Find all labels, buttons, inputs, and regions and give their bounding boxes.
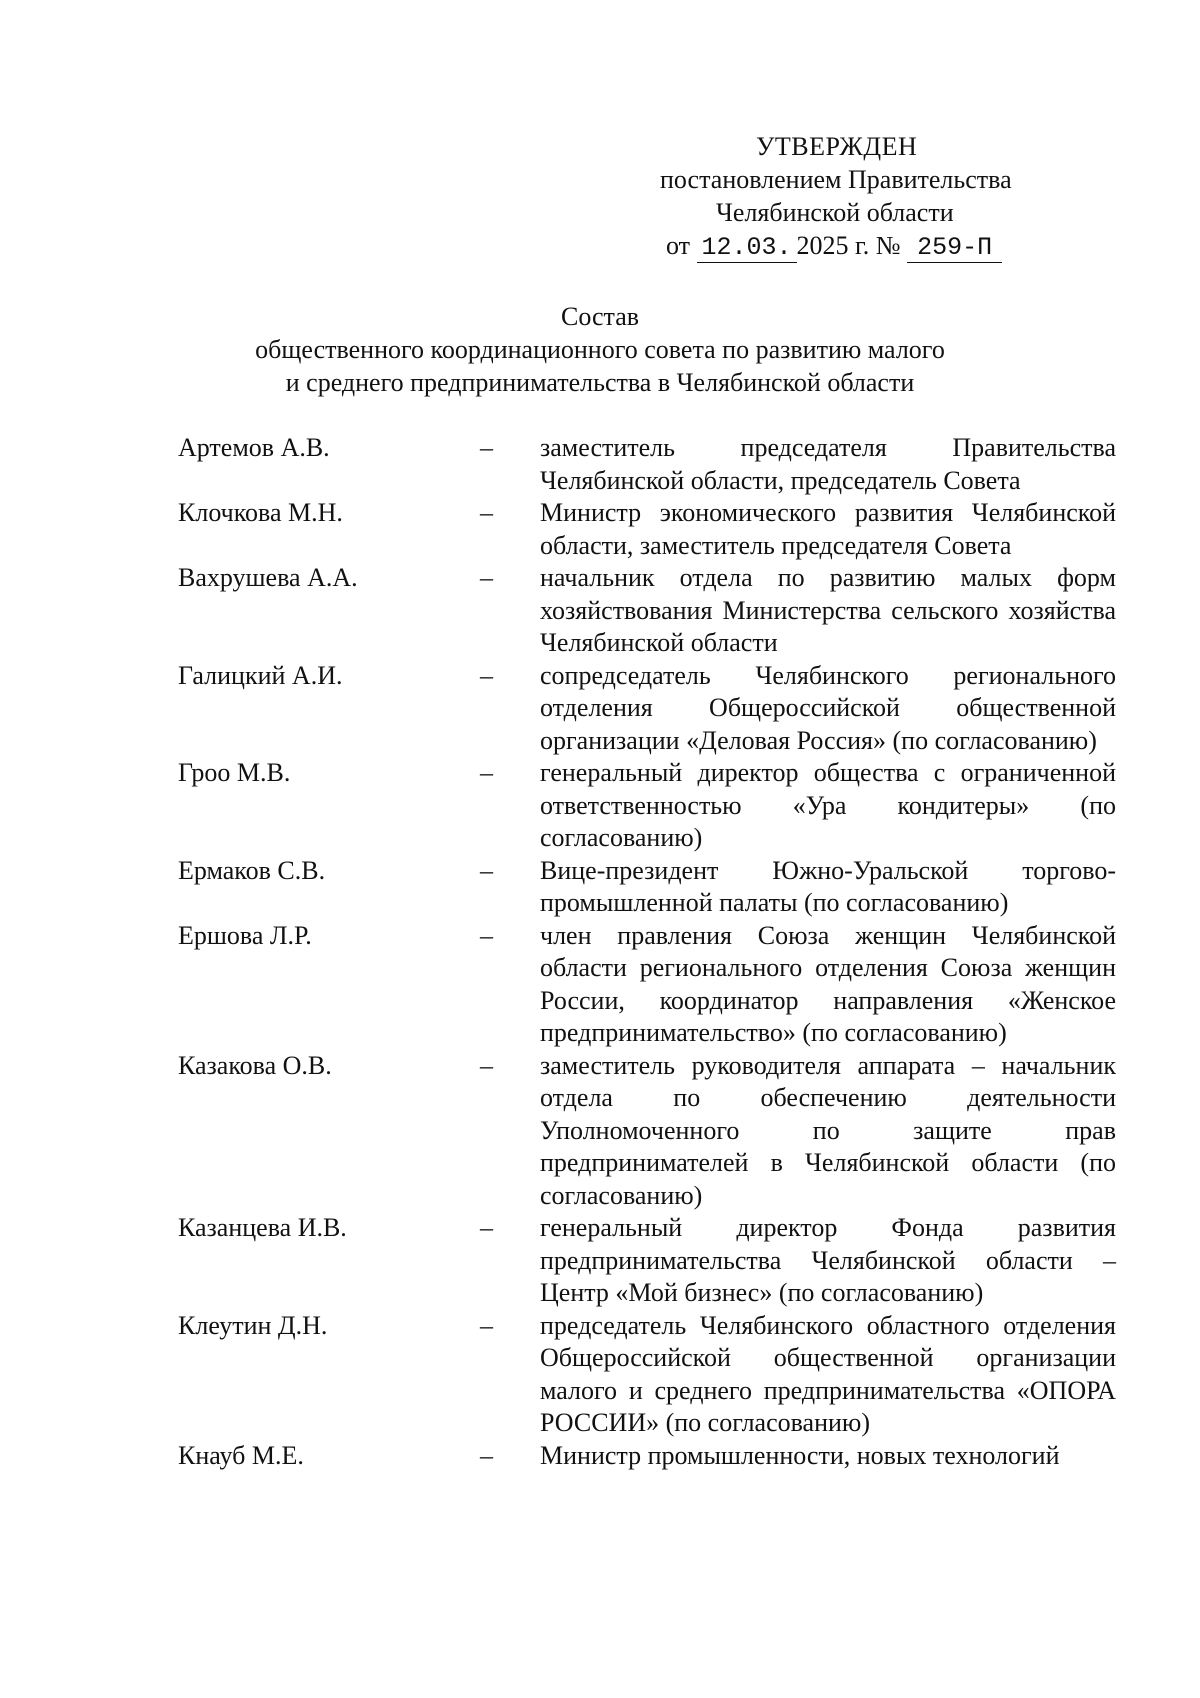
member-role: Министр промышленности, новых технологий bbox=[540, 1440, 1060, 1470]
member-role: генеральный директор Фонда развития предпринимательства Челябинской области – Центр «Мой бизнес» (по согласованию) bbox=[540, 1213, 1116, 1307]
member-name: Клочкова М.Н. bbox=[178, 498, 343, 527]
heading-line-2: и среднего предпринимательства в Челябинской области bbox=[285, 368, 915, 397]
member-name: Казанцева И.В. bbox=[178, 1213, 347, 1242]
date-prefix: от bbox=[666, 231, 691, 260]
heading-line-1: общественного координационного совета по развитию малого bbox=[255, 335, 945, 364]
member-row bbox=[178, 1212, 1128, 1310]
member-dash: – bbox=[480, 1213, 493, 1242]
member-row bbox=[178, 855, 1128, 920]
member-name: Кнауб М.Е. bbox=[178, 1440, 304, 1470]
approval-date-line bbox=[660, 229, 1120, 263]
member-row bbox=[178, 1440, 1128, 1473]
member-role: председатель Челябинского областного отделения Общероссийской общественной организации малого и среднего предпринимательства «ОПОРА РОССИИ» (по согласованию) bbox=[540, 1310, 1116, 1437]
member-role: Вице-президент Южно-Уральской торгово-промышленной палаты (по согласованию) bbox=[540, 855, 1116, 917]
member-dash: – bbox=[480, 758, 493, 787]
member-dash: – bbox=[480, 1050, 493, 1080]
member-dash: – bbox=[480, 1310, 493, 1340]
approval-title: УТВЕРЖДЕН bbox=[756, 132, 918, 161]
member-role: Министр экономического развития Челябинской области, заместитель председателя Совета bbox=[540, 498, 1116, 560]
member-dash: – bbox=[480, 855, 493, 885]
member-name: Гроо М.В. bbox=[178, 758, 291, 787]
member-dash: – bbox=[480, 433, 493, 462]
member-dash: – bbox=[480, 1440, 493, 1470]
member-dash: – bbox=[480, 660, 493, 690]
heading-title: Состав bbox=[560, 302, 640, 331]
member-name: Ермаков С.В. bbox=[178, 855, 326, 885]
member-name: Артемов А.В. bbox=[178, 433, 330, 462]
member-name: Галицкий А.И. bbox=[178, 660, 343, 690]
member-role: член правления Союза женщин Челябинской области регионального отделения Союза женщин России, координатор направления «Женское предпринимательство» (по согласованию) bbox=[540, 920, 1116, 1047]
member-name: Казакова О.В. bbox=[178, 1050, 332, 1080]
date-value: 12.03. bbox=[697, 234, 797, 263]
member-list bbox=[178, 432, 1128, 1472]
member-row bbox=[178, 562, 1128, 660]
member-dash: – bbox=[480, 498, 493, 527]
member-row bbox=[178, 1050, 1128, 1213]
member-row bbox=[178, 920, 1128, 1050]
resolution-number: 259-П bbox=[907, 234, 1002, 263]
member-name: Ершова Л.Р. bbox=[178, 920, 312, 950]
member-role: начальник отдела по развитию малых форм хозяйствования Министерства сельского хозяйства Челябинской области bbox=[540, 563, 1116, 657]
member-dash: – bbox=[480, 920, 493, 950]
member-name: Вахрушева А.А. bbox=[178, 563, 358, 592]
member-dash: – bbox=[480, 563, 493, 592]
member-role: сопредседатель Челябинского регионального отделения Общероссийской общественной организации «Деловая Россия» (по согласованию) bbox=[540, 660, 1116, 755]
document-heading bbox=[0, 300, 1200, 399]
member-row bbox=[178, 432, 1128, 497]
year-text: 2025 г. № bbox=[796, 231, 901, 260]
approval-region-line: Челябинской области bbox=[716, 198, 954, 227]
member-role: заместитель руководителя аппарата – начальник отдела по обеспечению деятельности Уполномоченного по защите прав предпринимателей в Челябинской области (по согласованию) bbox=[540, 1050, 1116, 1210]
member-role: заместитель председателя Правительства Челябинской области, председатель Совета bbox=[540, 433, 1116, 495]
member-row bbox=[178, 1310, 1128, 1440]
member-row bbox=[178, 660, 1128, 758]
member-name: Клеутин Д.Н. bbox=[178, 1310, 328, 1340]
approval-block bbox=[660, 130, 1120, 263]
member-row bbox=[178, 497, 1128, 562]
member-row bbox=[178, 757, 1128, 855]
member-role: генеральный директор общества с ограниченной ответственностью «Ура кондитеры» (по согласованию) bbox=[540, 758, 1116, 852]
approval-by-line: постановлением Правительства bbox=[660, 165, 1012, 194]
